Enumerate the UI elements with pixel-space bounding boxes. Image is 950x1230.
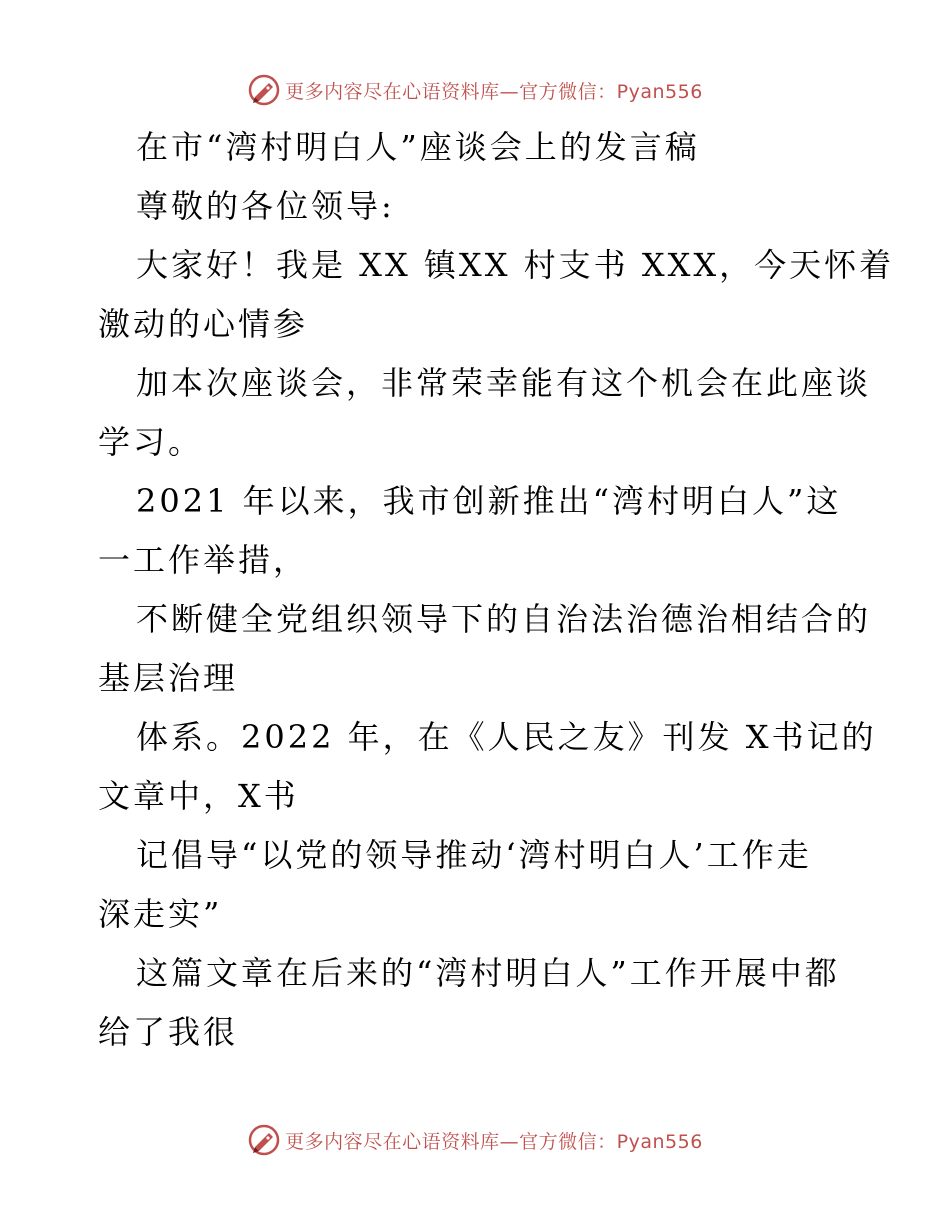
text-line: 学习。: [98, 423, 204, 461]
text-line: 加本次座谈会，非常荣幸能有这个机会在此座谈: [136, 364, 872, 402]
document-body: [98, 118, 895, 1062]
text-line: 深走实”: [98, 895, 223, 933]
pen-nib-logo-icon: [247, 1123, 281, 1157]
text-line: 基层治理: [98, 659, 239, 697]
text-line: 激动的心情参: [98, 305, 309, 343]
document-title: 在市“湾村明白人”座谈会上的发言稿: [136, 128, 700, 166]
text-line: 不断健全党组织领导下的自治法治德治相结合的: [136, 600, 872, 638]
watermark-text: 更多内容尽在心语资料库—官方微信：Pyan556: [285, 80, 703, 103]
footer-watermark: [0, 1120, 950, 1160]
text-line: 这篇文章在后来的“湾村明白人”工作开展中都: [136, 954, 840, 992]
watermark-text: 更多内容尽在心语资料库—官方微信：Pyan556: [285, 1130, 703, 1153]
text-line: 一工作举措，: [98, 541, 309, 579]
text-line: 2021 年以来，我市创新推出“湾村明白人”这: [136, 482, 842, 520]
text-line: 给了我很: [98, 1013, 239, 1051]
text-line: 大家好！我是 XX 镇XX 村支书 XXX，今天怀着: [136, 246, 895, 284]
header-watermark: [0, 70, 950, 110]
pen-nib-logo-icon: [247, 73, 281, 107]
text-line: 记倡导“以党的领导推动‘湾村明白人’工作走: [136, 836, 812, 874]
text-line: 体系。2022 年，在《人民之友》刊发 X书记的: [136, 718, 877, 756]
salutation: 尊敬的各位领导:: [136, 187, 395, 225]
text-line: 文章中，X书: [98, 777, 299, 815]
